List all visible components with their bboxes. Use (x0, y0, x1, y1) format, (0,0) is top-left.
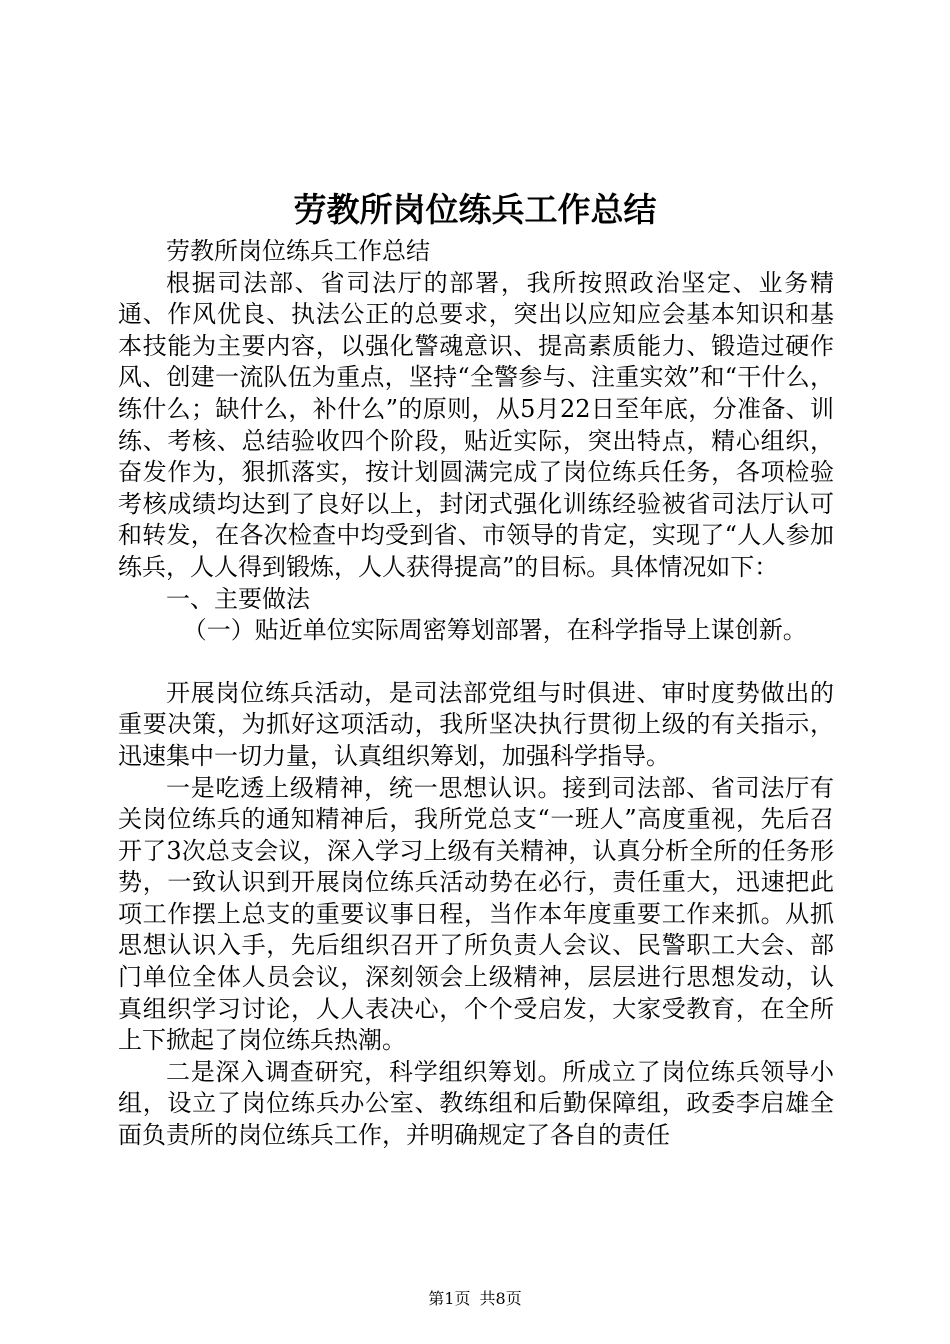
document-title: 劳教所岗位练兵工作总结 (293, 190, 657, 229)
body-paragraph: 开展岗位练兵活动，是司法部党组与时俱进、审时度势做出的重要决策，为抓好这项活动，我所坚决执行贯彻上级的有关指示，迅速集中一切力量，认真组织筹划，加强科学指导。 (118, 678, 834, 770)
intro-paragraph: 根据司法部、省司法厅的部署，我所按照政治坚定、业务精通、作风优良、执法公正的总要求，突出以应知应会基本知识和基本技能为主要内容，以强化警魂意识、提高素质能力、锻造过硬作风、创建一流队伍为重点，坚持“全警参与、注重实效”和“干什么，练什么；缺什么，补什么”的原则，从5月22日至年底，分准备、训练、考核、总结验收四个阶段，贴近实际，突出特点，精心组织，奋发作为，狠抓落实，按计划圆满完成了岗位练兵任务，各项检验考核成绩均达到了良好以上，封闭式强化训练经验被省司法厅认可和转发，在各次检查中均受到省、市领导的肯定，实现了“人人参加练兵，人人得到锻炼，人人获得提高”的目标。具体情况如下： (118, 268, 834, 581)
document-body (118, 236, 834, 1152)
page-number-footer: 第1页 共8页 (428, 1289, 522, 1308)
body-paragraph: 二是深入调查研究，科学组织筹划。所成立了岗位练兵领导小组，设立了岗位练兵办公室、教练组和后勤保障组，政委李启雄全面负责所的岗位练兵工作，并明确规定了各自的责任 (118, 1057, 834, 1150)
section-heading: 一、主要做法 (166, 584, 310, 613)
subtitle-paragraph: 劳教所岗位练兵工作总结 (166, 237, 430, 265)
subsection-heading: （一）贴近单位实际周密筹划部署，在科学指导上谋创新。 (182, 616, 807, 645)
body-paragraph: 一是吃透上级精神，统一思想认识。接到司法部、省司法厅有关岗位练兵的通知精神后，我所党总支“一班人”高度重视，先后召开了3次总支会议，深入学习上级有关精神，认真分析全所的任务形势，一致认识到开展岗位练兵活动势在必行，责任重大，迅速把此项工作摆上总支的重要议事日程，当作本年度重要工作来抓。从抓思想认识入手，先后组织召开了所负责人会议、民警职工大会、部门单位全体人员会议，深刻领会上级精神，层层进行思想发动，认真组织学习讨论，人人表决心，个个受启发，大家受教育，在全所上下掀起了岗位练兵热潮。 (118, 773, 834, 1055)
